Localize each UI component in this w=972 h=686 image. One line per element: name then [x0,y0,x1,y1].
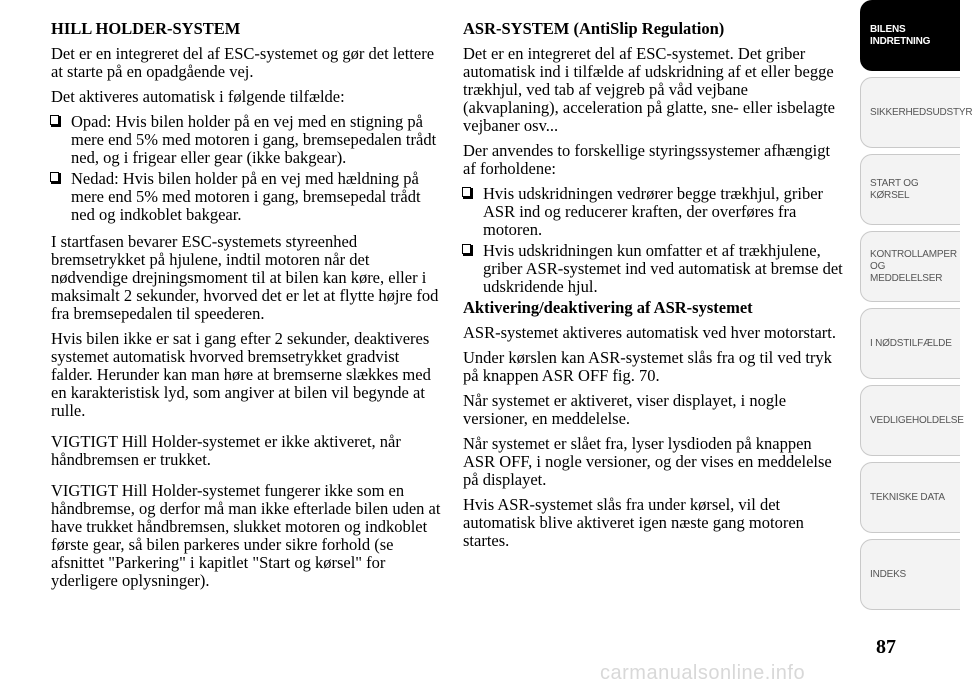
left-column [51,20,443,597]
list-item-text: Nedad: Hvis bilen holder på en vej med hældning på mere end 5% med motoren i gang, bremsepedal trådt ned og indkoblet bakgear. [71,169,421,224]
tab-kontrollamper[interactable]: KONTROLLAMPER OG MEDDELELSER [860,231,960,302]
checkbox-bullet-icon [51,116,61,127]
right-column [463,20,845,557]
paragraph: Under kørslen kan ASR-systemet slås fra og til ved tryk på knappen ASR OFF fig. 70. [463,348,832,385]
tab-i-nodstilfaelde[interactable]: I NØDSTILFÆLDE [860,308,960,379]
list-item-text: Opad: Hvis bilen holder på en vej med en stigning på mere end 5% med motoren i gang, bremsepedalen trådt ned, og i frigear eller gear (ikke bakgear). [71,112,437,167]
list-item [51,113,443,167]
page-number: 87 [876,636,896,658]
paragraph: Når systemet er aktiveret, viser displayet, i nogle versioner, en meddelelse. [463,391,787,428]
list-item [51,170,443,224]
paragraph: ASR-systemet aktiveres automatisk ved hver motorstart. [463,323,837,342]
section-heading-asr: ASR-SYSTEM (AntiSlip Regulation) [463,19,725,38]
tab-sikkerhedsudstyr[interactable]: SIKKERHEDSUDSTYR [860,77,960,148]
tab-vedligeholdelse[interactable]: VEDLIGEHOLDELSE [860,385,960,456]
chapter-sidebar [860,0,972,620]
checkbox-bullet-icon [463,245,473,256]
list-item-text: Hvis udskridningen kun omfatter et af trækhjulene, griber ASR-systemet ind ved automatisk at bremse det udskridende hjul. [483,241,843,296]
paragraph: Hvis ASR-systemet slås fra under kørsel, vil det automatisk blive aktiveret igen næste gang motoren startes. [463,495,804,550]
paragraph: Hvis bilen ikke er sat i gang efter 2 sekunder, deaktiveres systemet automatisk hvorved bremsetrykket gradvist falder. Herunder kan man høre at bremserne slækkes med en karakteristisk lyd, som angiver at bilen vil begynde at rulle. [51,329,431,420]
paragraph: Der anvendes to forskellige styringssystemer afhængigt af forholdene: [463,141,831,178]
list-item-text: Hvis udskridningen vedrører begge trækhjul, griber ASR ind og reducerer kraften, der overføres fra motoren. [483,184,824,239]
tab-indeks[interactable]: INDEKS [860,539,960,610]
subheading-asr-activation: Aktivering/deaktivering af ASR-systemet [463,298,753,317]
paragraph: Det er en integreret del af ESC-systemet og gør det lettere at starte på en opadgående vej. [51,44,435,81]
important-note: VIGTIGT Hill Holder-systemet er ikke aktiveret, når håndbremsen er trukket. [51,432,401,469]
paragraph: Når systemet er slået fra, lyser lysdioden på knappen ASR OFF, i nogle versioner, og der vises en meddelelse på displayet. [463,434,832,489]
paragraph: Det aktiveres automatisk i følgende tilfælde: [51,87,345,106]
watermark: carmanualsonline.info [600,662,806,684]
important-note: VIGTIGT Hill Holder-systemet fungerer ikke som en håndbremse, og derfor må man ikke efterlade bilen uden at have trukket håndbremsen, slukket motoren og indkoblet første gear, så bilen parkeres under sikre forhold (se afsnittet "Parkering" i kapitlet "Start og kørsel" for yderligere oplysninger). [51,481,441,590]
tab-bilens-indretning[interactable]: BILENS INDRETNING [860,0,960,71]
paragraph: Det er en integreret del af ESC-systemet. Det griber automatisk ind i tilfælde af udskridning af et eller begge trækhjul, ved tab af vejgreb på våd vejbane (akvaplaning), acceleration på glatte, sne- eller isbelagte vejbaner osv... [463,44,835,135]
checkbox-bullet-icon [51,173,61,184]
section-heading-hill-holder: HILL HOLDER-SYSTEM [51,19,241,38]
tab-start-og-korsel[interactable]: START OG KØRSEL [860,154,960,225]
paragraph: I startfasen bevarer ESC-systemets styreenhed bremsetrykket på hjulene, indtil motoren når det nødvendige drejningsmoment til at bilen kan køre, eller i maksimalt 2 sekunder, hvorved det er let at flytte højre fod fra bremsepedalen til speederen. [51,232,439,323]
tab-tekniske-data[interactable]: TEKNISKE DATA [860,462,960,533]
list-item [463,185,845,239]
checkbox-bullet-icon [463,188,473,199]
list-item [463,242,845,296]
